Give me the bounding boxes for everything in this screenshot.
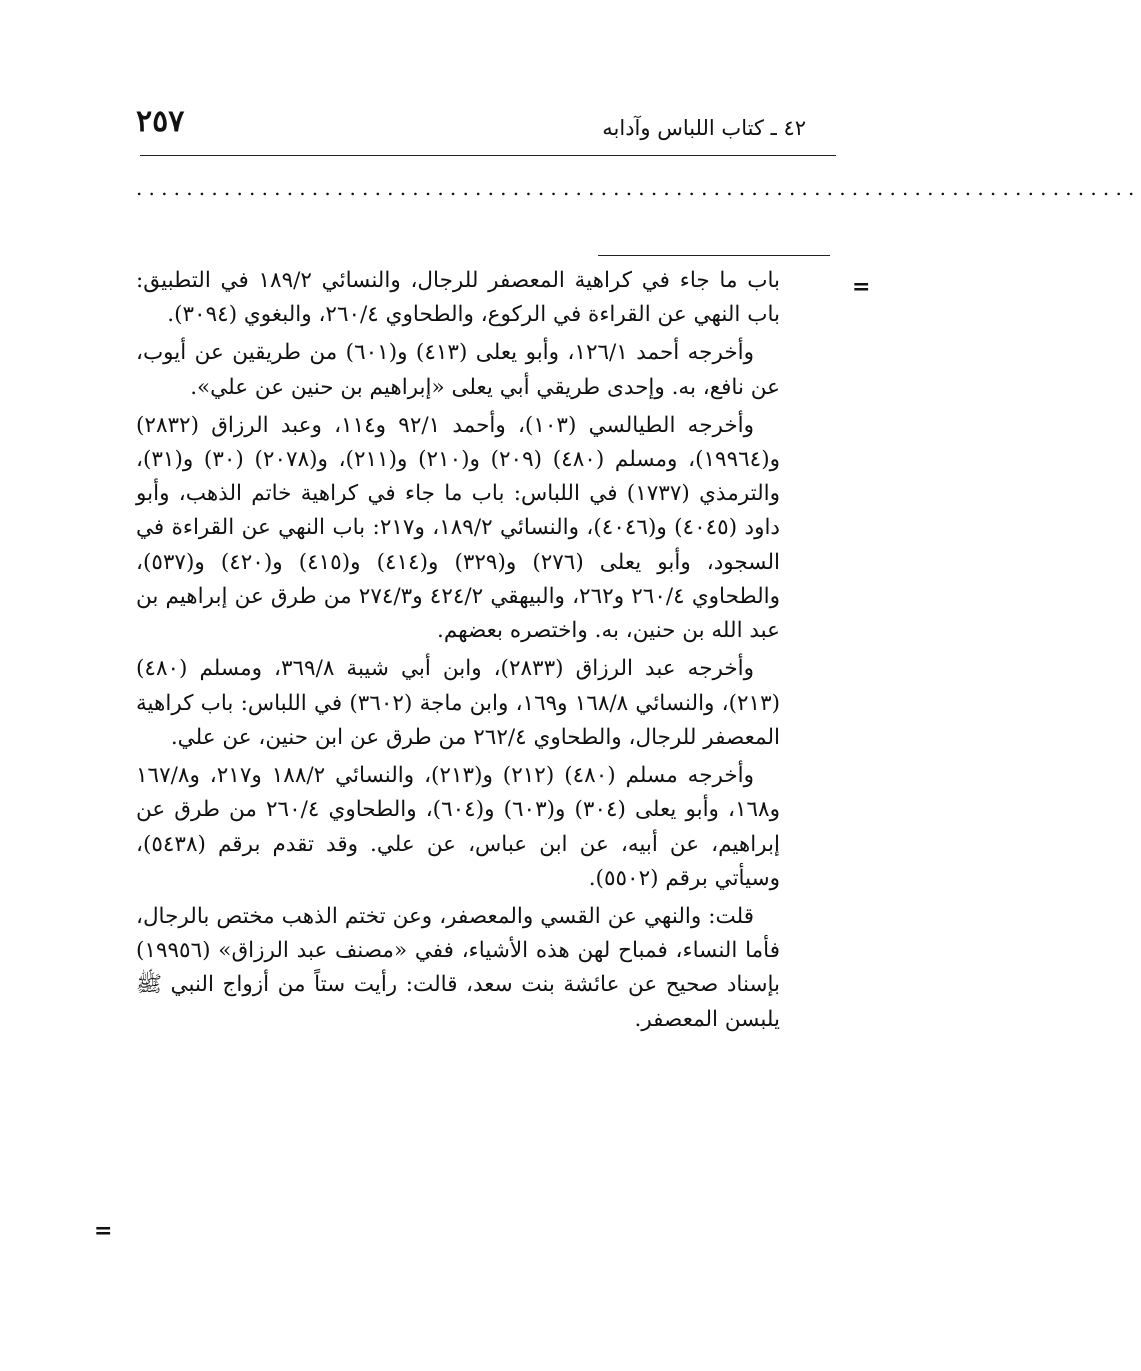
header-divider bbox=[140, 155, 836, 156]
footnotes-block bbox=[136, 264, 780, 1041]
footnote-paragraph: وأخرجه مسلم (٤٨٠) (٢١٢) و(٢١٣)، والنسائي ١٨٨/٢ و٢١٧، و١٦٧/٨ و١٦٨، وأبو يعلى (٣٠٤) و(٦٠٣) و(٦٠٤)، والطحاوي ٢٦٠/٤ من طرق عن إبراهيم، عن أبيه، عن ابن عباس، عن علي. وقد تقدم برقم (٥٤٣٨)، وسيأتي برقم (٥٥٠٢). bbox=[136, 762, 780, 891]
footnote-paragraph: قلت: والنهي عن القسي والمعصفر، وعن تختم الذهب مختص بالرجال، فأما النساء، فمباح لهن هذه الأشياء، ففي «مصنف عبد الرزاق» (١٩٩٥٦) بإسناد صحيح عن عائشة بنت سعد، قالت: رأيت ستاً من أزواج النبي ﷺ يلبسن المعصفر. bbox=[136, 903, 780, 1032]
continued-to-marker: = bbox=[94, 1218, 113, 1244]
footnote-paragraph: باب ما جاء في كراهية المعصفر للرجال، والنسائي ١٨٩/٢ في التطبيق: باب النهي عن القراءة في الركوع، والطحاوي ٢٦٠/٤، والبغوي (٣٠٩٤). bbox=[136, 268, 780, 328]
dot-leader: ................................................................................ bbox=[136, 176, 1141, 200]
running-head: ٤٢ ـ كتاب اللباس وآدابه bbox=[602, 116, 806, 140]
footnote-divider bbox=[598, 255, 830, 256]
continued-from-marker: = bbox=[852, 274, 871, 300]
footnote-paragraph: وأخرجه الطيالسي (١٠٣)، وأحمد ٩٢/١ و١١٤، وعبد الرزاق (٢٨٣٢) و(١٩٩٦٤)، ومسلم (٤٨٠) (٢٠٩) و(٢١٠) و(٢١١)، و(٢٠٧٨) (٣٠) و(٣١)، والترمذي (١٧٣٧) في اللباس: باب ما جاء في كراهية خاتم الذهب، وأبو داود (٤٠٤٥) و(٤٠٤٦)، والنسائي ١٨٩/٢، و٢١٧: باب النهي عن القراءة في السجود، وأبو يعلى (٢٧٦) و(٣٢٩) و(٤١٤) و(٤١٥) و(٤٢٠) و(٥٣٧)، والطحاوي ٢٦٠/٤ و٢٦٢، والبيهقي ٤٢٤/٢ و٢٧٤/٣ من طرق عن إبراهيم بن عبد الله بن حنين، به. واختصره بعضهم. bbox=[136, 412, 781, 644]
footnote-paragraph: وأخرجه عبد الرزاق (٢٨٣٣)، وابن أبي شيبة ٣٦٩/٨، ومسلم (٤٨٠) (٢١٣)، والنسائي ١٦٨/٨ و١٦٩، وابن ماجة (٣٦٠٢) في اللباس: باب كراهية المعصفر للرجال، والطحاوي ٢٦٢/٤ من طرق عن ابن حنين، عن علي. bbox=[136, 656, 781, 750]
footnote-paragraph: وأخرجه أحمد ١٢٦/١، وأبو يعلى (٤١٣) و(٦٠١) من طريقين عن أيوب، عن نافع، به. وإحدى طريقي أبي يعلى «إبراهيم بن حنين عن علي». bbox=[136, 340, 780, 400]
page-number: ٢٥٧ bbox=[136, 104, 185, 139]
